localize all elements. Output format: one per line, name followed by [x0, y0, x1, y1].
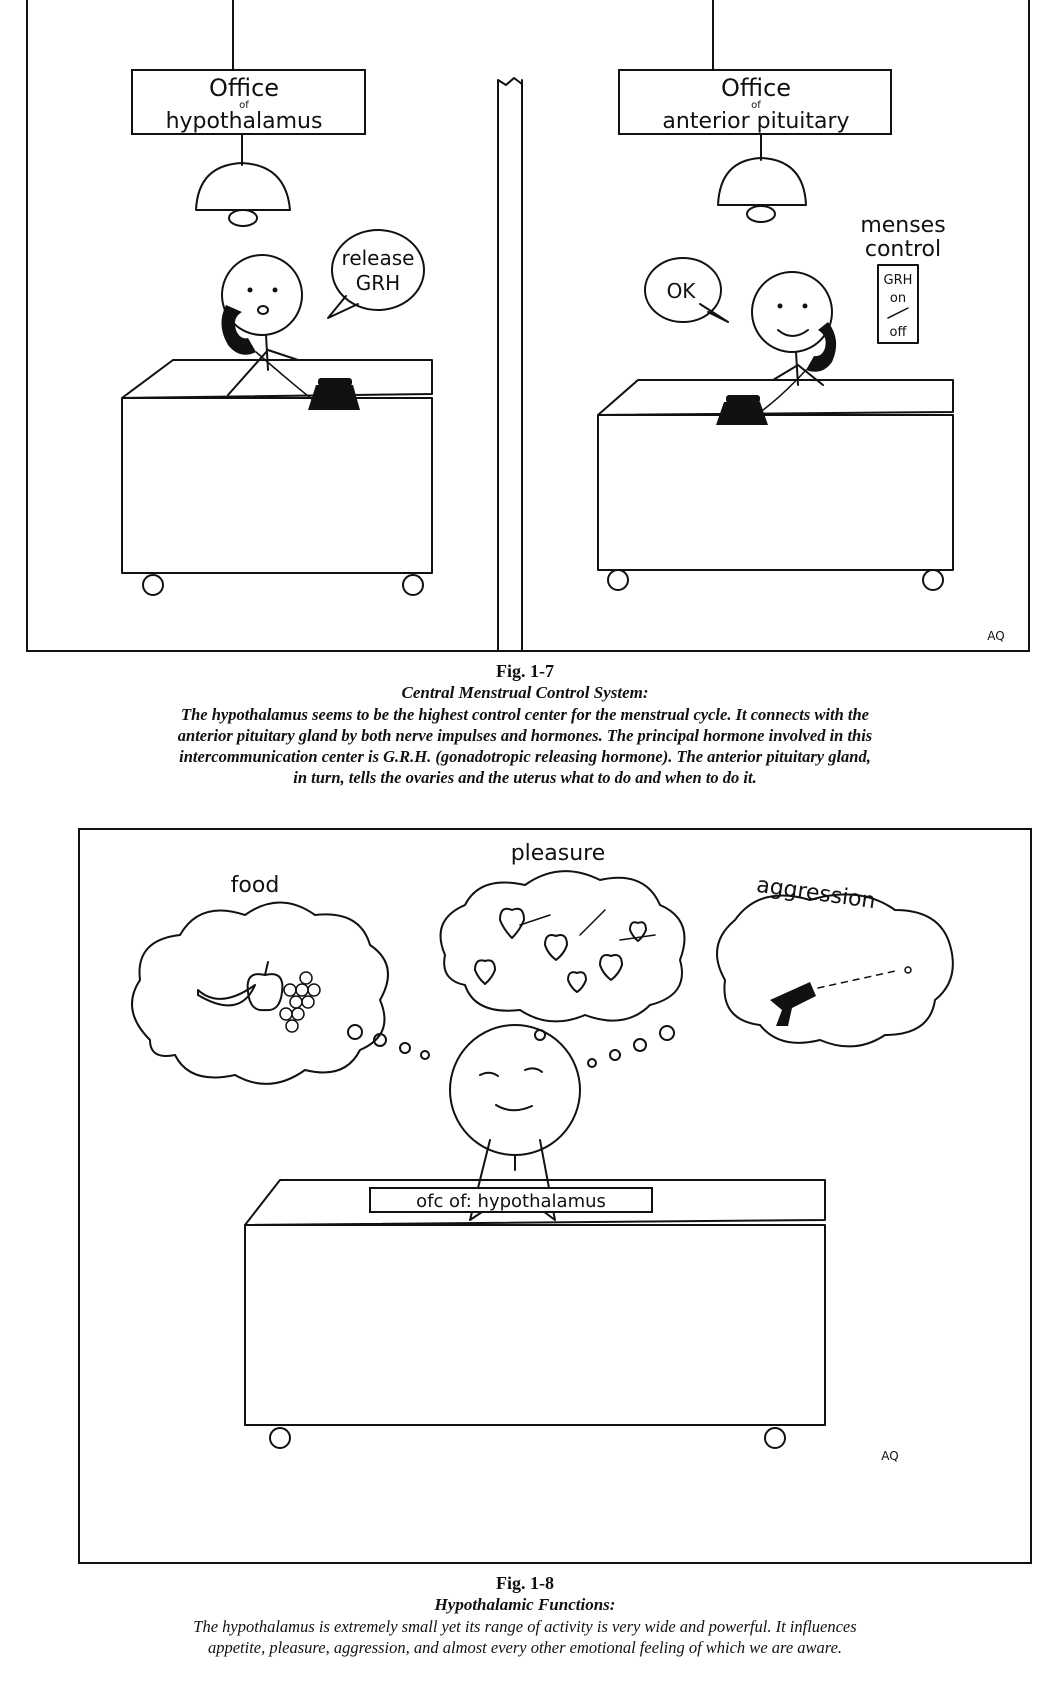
figure-1-8-caption-line-2: appetite, pleasure, aggression, and almost every other emotional feeling of which we are aware.	[207, 1638, 843, 1657]
desk-hypothalamus	[245, 1180, 825, 1448]
sign-left-line1: Office	[208, 74, 280, 102]
banana-icon	[198, 985, 255, 1005]
figure-1-7-title: Central Menstrual Control System:	[401, 683, 649, 702]
thought-aggression-label: aggression	[754, 872, 878, 915]
sign-right-line2: anterior pituitary	[662, 109, 850, 134]
figure-1-7-caption-line-2: anterior pituitary gland by both nerve impulses and hormones. The principal hormone involved in this	[177, 726, 873, 745]
artist-initials-fig-1-7: AQ	[987, 629, 1005, 643]
sign-left-line2: hypothalamus	[165, 109, 323, 134]
wall-title-line2: control	[864, 237, 942, 262]
phone-handset-left	[221, 305, 256, 355]
figure-1-7-panel	[26, 0, 1030, 652]
sign-office-anterior-pituitary	[619, 70, 891, 134]
sign-right-line1: Office	[720, 74, 792, 102]
nameplate-text: ofc of: hypothalamus	[416, 1191, 606, 1212]
figure-1-7-caption-line-3: intercommunication center is G.R.H. (gonadotropic releasing hormone). The anterior pituitary gland,	[179, 747, 871, 766]
switch-label-on: on	[889, 291, 907, 306]
figure-1-8-caption-line-1: The hypothalamus is extremely small yet its range of activity is very wide and powerful. It influences	[193, 1617, 857, 1636]
wall-title-line1: menses	[860, 213, 946, 238]
speech-right: OK	[666, 279, 696, 303]
desk-right	[598, 380, 953, 590]
thought-dots-right	[588, 1026, 674, 1067]
ceiling-lamp-right	[718, 134, 806, 222]
figure-1-7-caption-line-1: The hypothalamus seems to be the highest control center for the menstrual cycle. It connects with the	[181, 705, 869, 724]
desk-phone-right	[716, 370, 806, 425]
desk-left	[122, 360, 432, 595]
figure-1-8-panel	[78, 828, 1032, 1564]
figure-1-7-drawing	[28, 0, 1028, 650]
sign-right-of: of	[751, 100, 761, 111]
switch-label-grh: GRH	[883, 273, 913, 288]
figure-1-8-title: Hypothalamic Functions:	[434, 1595, 616, 1614]
thought-food-label: food	[230, 873, 280, 898]
speech-bubble-release-grh	[328, 230, 424, 318]
thought-pleasure-label: pleasure	[510, 841, 606, 866]
artist-initials-fig-1-8: AQ	[881, 1449, 899, 1463]
figure-1-8-label: Fig. 1-8	[496, 1573, 554, 1593]
thought-cloud-aggression	[717, 873, 953, 1047]
gun-icon	[770, 982, 816, 1026]
figure-1-8-drawing	[80, 830, 1030, 1562]
wall-switch-menses-control	[860, 213, 945, 343]
grapes-icon	[280, 972, 320, 1032]
nameplate-hypothalamus	[370, 1188, 652, 1212]
thought-cloud-pleasure	[441, 841, 685, 1040]
speech-left-line1: release	[341, 246, 415, 270]
figure-1-7-label: Fig. 1-7	[496, 661, 554, 681]
speech-bubble-ok	[645, 258, 728, 322]
dividing-wall	[498, 78, 522, 650]
thought-cloud-food	[132, 873, 388, 1084]
switch-label-off: off	[889, 325, 907, 340]
speech-left-line2: GRH	[355, 271, 401, 295]
thought-dots-left	[348, 1025, 429, 1059]
sign-left-of: of	[239, 100, 249, 111]
sign-office-hypothalamus	[132, 70, 365, 134]
figure-1-7-caption-line-4: in turn, tells the ovaries and the uterus what to do and when to do it.	[293, 768, 757, 787]
figure-1-7-caption	[40, 660, 1010, 788]
figure-1-8-caption	[40, 1572, 1010, 1658]
heart-icon	[475, 909, 646, 992]
ceiling-lamp-left	[196, 134, 290, 226]
